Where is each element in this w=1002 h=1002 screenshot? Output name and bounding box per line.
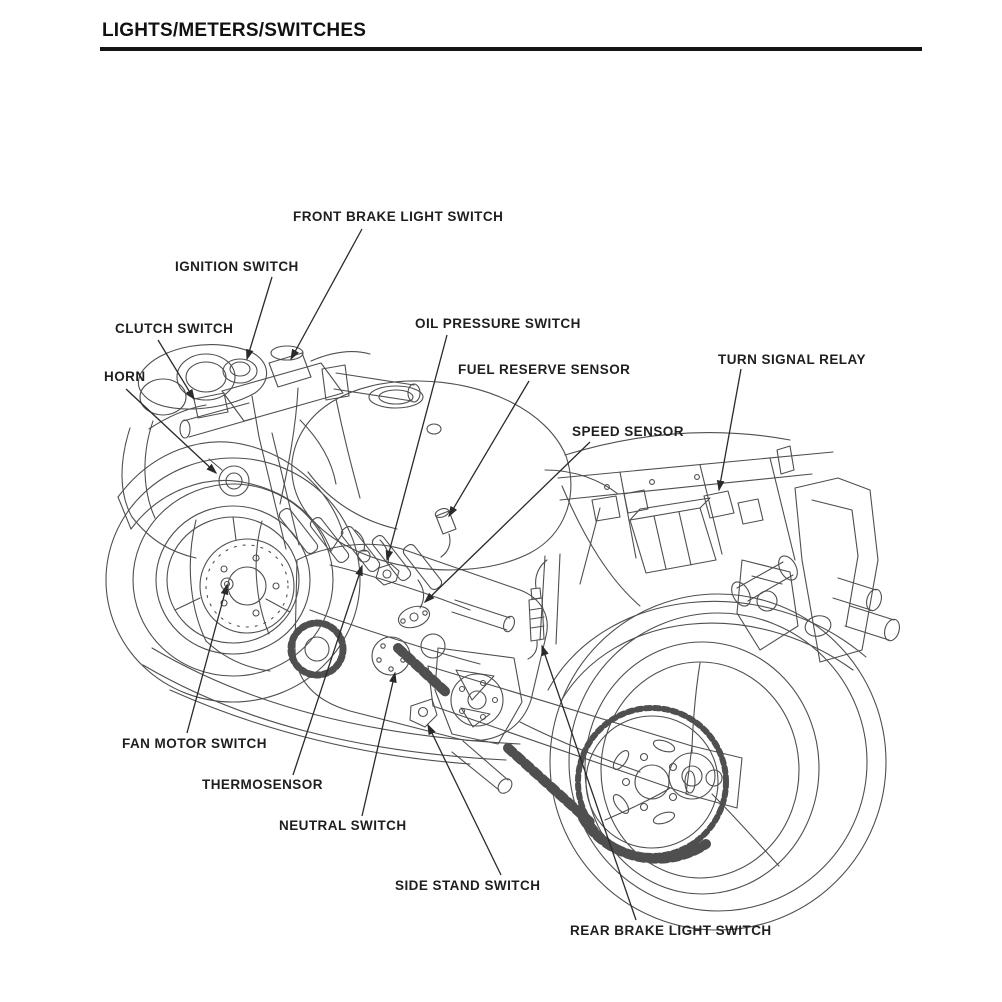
oil-pressure-switch-leader-line	[387, 335, 447, 560]
ignition-switch-leader-line	[247, 277, 272, 359]
speed-sensor-leader-line	[425, 442, 590, 602]
label-clutch-switch: CLUTCH SWITCH	[115, 321, 234, 336]
label-front-brake-light-switch: FRONT BRAKE LIGHT SWITCH	[293, 209, 504, 224]
fuel-tank	[292, 381, 618, 570]
speed-sensor-part	[396, 580, 433, 631]
horn-leader-line	[126, 389, 216, 473]
fuel-reserve-sensor-leader-line	[449, 381, 529, 516]
rear-sprocket-and-chain	[398, 648, 726, 859]
label-rear-brake-light-switch: REAR BRAKE LIGHT SWITCH	[570, 923, 772, 938]
label-speed-sensor: SPEED SENSOR	[572, 424, 684, 439]
footpeg-bracket	[435, 560, 798, 796]
horn-part	[209, 459, 249, 496]
page-title: LIGHTS/METERS/SWITCHES	[102, 20, 367, 41]
fan-motor-switch-part	[221, 578, 233, 590]
label-turn-signal-relay: TURN SIGNAL RELAY	[718, 352, 866, 367]
rear-wheel	[550, 594, 886, 930]
label-neutral-switch: NEUTRAL SWITCH	[279, 818, 407, 833]
frame-and-subframe	[540, 433, 833, 644]
side-stand-switch-leader-line	[428, 725, 501, 875]
turn-signal-relay-leader-line	[719, 369, 741, 490]
label-ignition-switch: IGNITION SWITCH	[175, 259, 299, 274]
side-stand-switch-part	[410, 699, 437, 727]
fuel-reserve-sensor-part	[434, 507, 456, 557]
label-fan-motor-switch: FAN MOTOR SWITCH	[122, 736, 267, 751]
front-brake-light-switch-leader-line	[291, 229, 362, 359]
label-thermosensor: THERMOSENSOR	[202, 777, 323, 792]
label-fuel-reserve-sensor: FUEL RESERVE SENSOR	[458, 362, 631, 377]
electrical-boxes	[592, 490, 763, 573]
label-side-stand-switch: SIDE STAND SWITCH	[395, 878, 541, 893]
front-fork	[252, 388, 360, 549]
label-oil-pressure-switch: OIL PRESSURE SWITCH	[415, 316, 581, 331]
label-horn: HORN	[104, 369, 146, 384]
